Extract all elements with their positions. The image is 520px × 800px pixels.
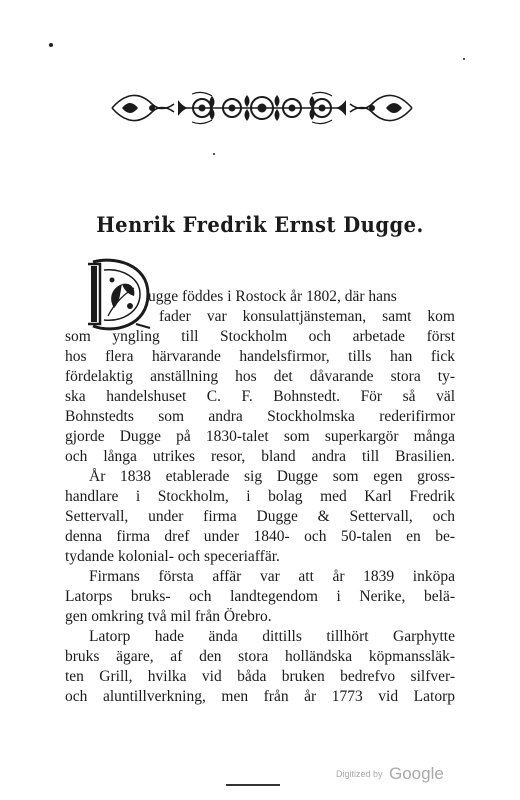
- text-line: Latorp hade ända dittills tillhört Garphytte: [89, 628, 455, 645]
- text-line: handlare i Stockholm, i bolag med Karl Fredrik: [65, 488, 455, 505]
- bottom-rule: [226, 784, 280, 786]
- text-line: gen omkring två mil från Örebro.: [65, 608, 272, 625]
- text-line: tydande kolonial- och speceriaffär.: [65, 548, 280, 565]
- text-line: fader var konsulattjänsteman, samt kom: [159, 308, 455, 325]
- text-line: gjorde Dugge på 1830-talet som superkargör många: [65, 428, 455, 445]
- text-line: Firmans första affär var att år 1839 inköpa: [89, 568, 455, 585]
- speck-top-left: [49, 43, 53, 47]
- text-line: ugge föddes i Rostock år 1802, där hans: [148, 288, 397, 305]
- text-line: Bohnstedts som andra Stockholmska rederifirmor: [65, 408, 455, 425]
- text-line: fördelaktig anställning hos det dåvarande stora ty-: [65, 368, 455, 385]
- text-line: ten Grill, hvilka vid båda bruken bedrefvo silfver-: [65, 668, 455, 685]
- speck-top-right: [463, 58, 465, 60]
- text-line: Latorps bruks- och landtegendom i Nerike, belä-: [65, 588, 455, 605]
- speck-mid: [213, 153, 215, 155]
- text-line: År 1838 etablerade sig Dugge som egen gross-: [89, 468, 455, 485]
- digitized-watermark: [336, 764, 444, 784]
- chapter-title: Henrik Fredrik Ernst Dugge.: [96, 212, 424, 237]
- text-line: Settervall, under firma Dugge & Settervall, och: [65, 508, 455, 525]
- watermark-prefix: Digitized by: [336, 769, 383, 779]
- text-line: ska handelshuset C. F. Bohnstedt. För så väl: [65, 388, 455, 405]
- text-line: bruks ägare, af den stora holländska köpmanssläk-: [65, 648, 455, 665]
- floral-ornament-icon: [108, 86, 416, 130]
- drop-cap-letter: D: [84, 254, 85, 255]
- drop-cap-d: [84, 254, 152, 334]
- watermark-brand: Google: [388, 764, 444, 783]
- text-line: och aluntillverkning, men från år 1773 vid Latorp: [65, 688, 455, 705]
- text-line: denna firma dref under 1840- och 50-talen en be-: [65, 528, 455, 545]
- text-line: hos flera härvarande handelsfirmor, tills han fick: [65, 348, 455, 365]
- text-line: som yngling till Stockholm och arbetade först: [65, 328, 455, 345]
- text-line: och långa utrikes resor, bland andra till Brasilien.: [65, 448, 455, 465]
